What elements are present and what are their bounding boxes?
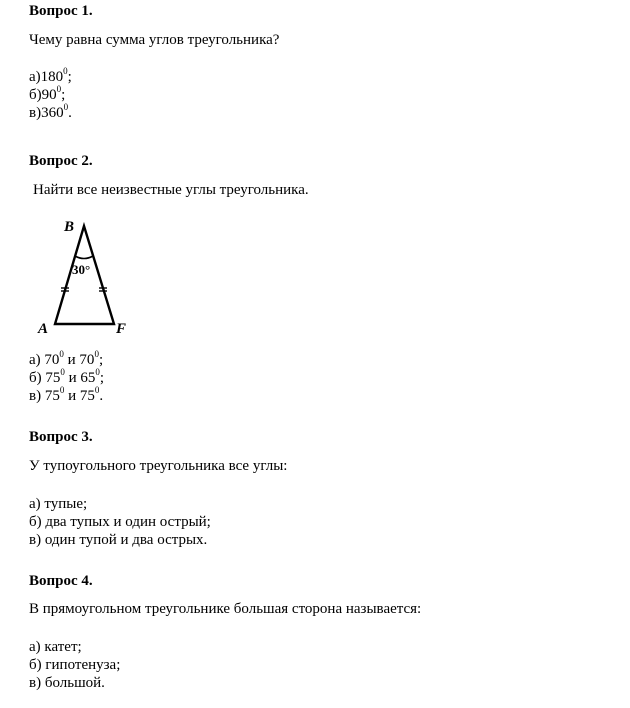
question-4-title: Вопрос 4. [29,573,93,589]
angle-label: 30° [72,262,91,277]
answer-option: в) $75^0$ и $75^0$. [29,385,104,404]
question-3-text: У тупоугольного треугольника все углы: [29,458,288,474]
angle-arc [75,256,93,259]
question-3-title: Вопрос 3. [29,429,93,445]
question-2-title: Вопрос 2. [29,153,93,169]
answer-option: в) большой. [29,675,105,691]
answer-option: а) катет; [29,639,82,655]
answer-option: а) $70^0$ и $70^0$; [29,349,104,368]
answer-option: в) один тупой и два острых. [29,532,208,548]
vertex-label-a: A [38,321,49,337]
answer-option: $б)90^0$; [29,84,66,103]
answer-option: б) два тупых и один острый; [29,514,211,530]
vertex-label-b: B [64,219,75,235]
question-3-answers [29,495,211,549]
answer-option: б) $75^0$ и $65^0$; [29,367,105,386]
answer-option: $в)360^0$. [29,102,72,121]
question-2-answers [29,351,104,405]
question-1-answers [29,68,72,122]
question-1-title: Вопрос 1. [29,3,93,19]
question-4-answers [29,638,120,692]
vertex-label-f: F [116,321,127,337]
answer-option: б) гипотенуза; [29,657,121,673]
answer-option: $а)180^0$; [29,66,72,85]
answer-option: а) тупые; [29,496,88,512]
triangle-diagram [28,216,148,340]
question-1-text: Чему равна сумма углов треугольника? [29,32,280,48]
question-2-text: Найти все неизвестные углы треугольника. [33,182,309,198]
question-4-text: В прямоугольном треугольнике большая сторона называется: [29,601,422,617]
